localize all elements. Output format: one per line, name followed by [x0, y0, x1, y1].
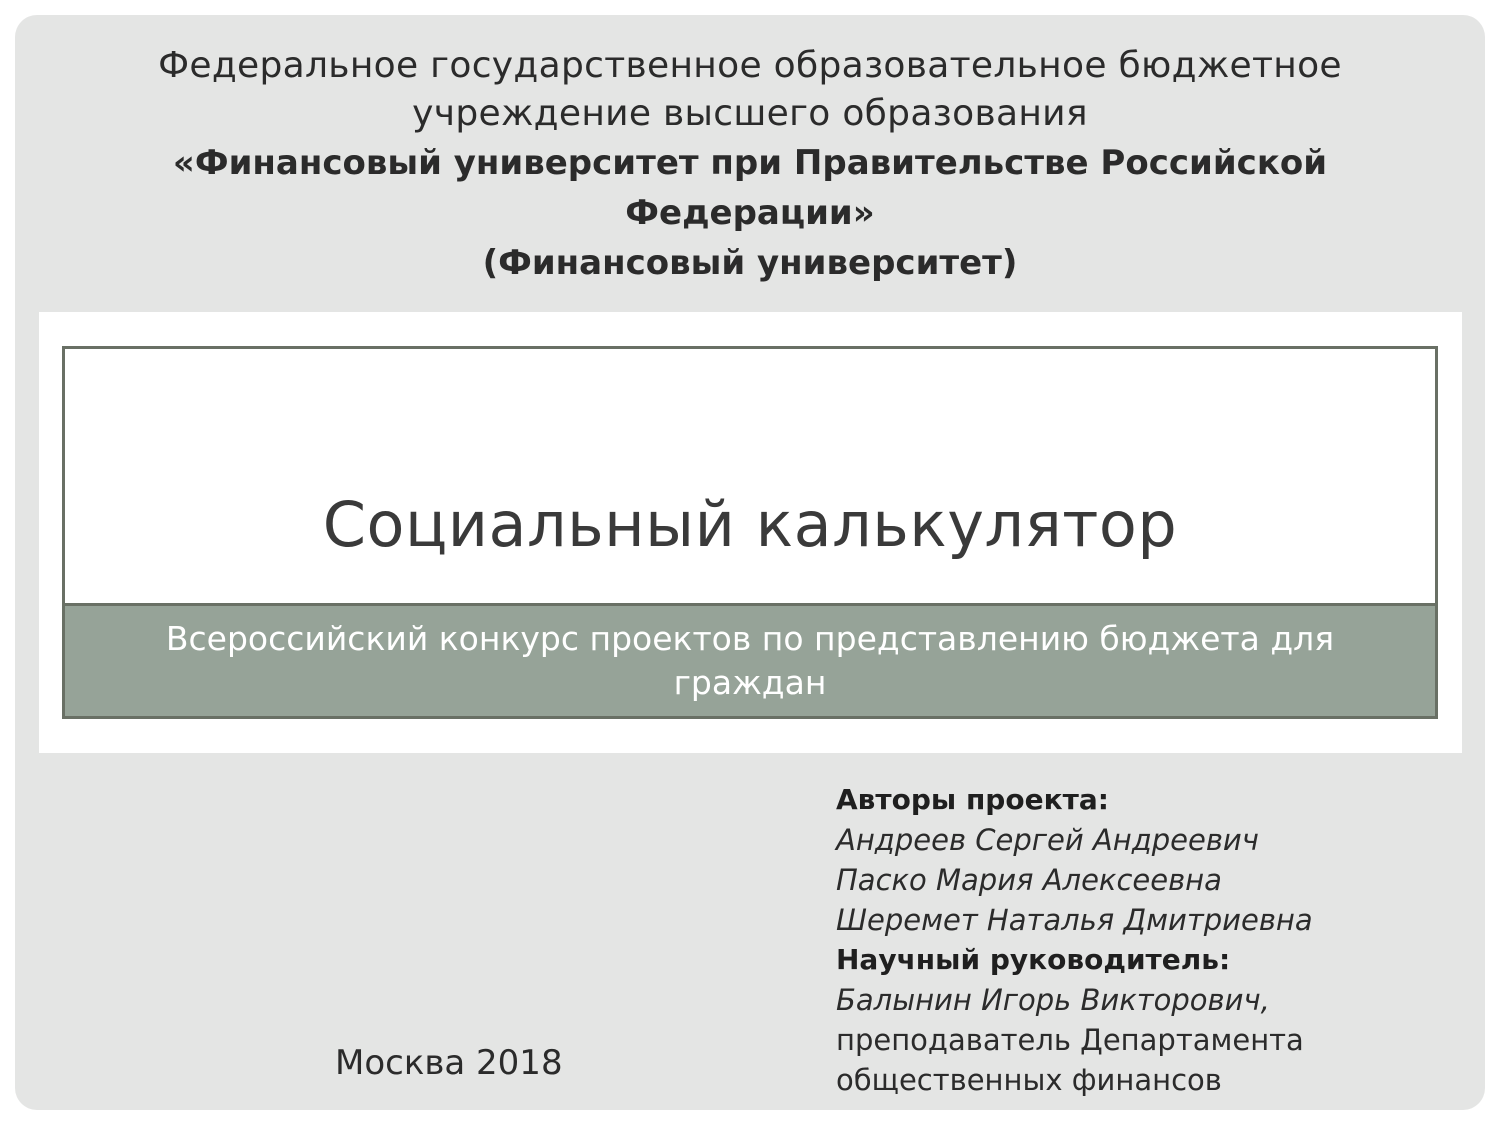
slide [15, 15, 1485, 1110]
title-band [39, 312, 1462, 753]
authors-heading: Авторы проекта: [836, 783, 1109, 816]
subtitle-box [62, 603, 1438, 719]
title-box [62, 346, 1438, 603]
university-short-name: (Финансовый университет) [482, 243, 1018, 283]
author-name: Шеремет Наталья Дмитриевна [836, 903, 1313, 937]
city-year: Москва 2018 [335, 1043, 563, 1083]
slide-title: Социальный калькулятор [322, 488, 1178, 561]
author-name: Андреев Сергей Андреевич [836, 823, 1259, 857]
institution-line-1: Федеральное государственное образовательное бюджетное [158, 45, 1342, 86]
university-name-line-1: «Финансовый университет при Правительстве Российской [172, 143, 1328, 183]
supervisor-heading: Научный руководитель: [836, 943, 1231, 976]
institution-line-2: учреждение высшего образования [412, 93, 1088, 134]
supervisor-role-line-1: преподаватель Департамента [836, 1023, 1304, 1057]
supervisor-name: Балынин Игорь Викторович, [836, 983, 1270, 1017]
supervisor-role-line-2: общественных финансов [836, 1063, 1222, 1097]
institution-header [15, 42, 1485, 288]
author-name: Паско Мария Алексеевна [836, 863, 1222, 897]
university-name-line-2: Федерации» [625, 193, 875, 233]
slide-subtitle: Всероссийский конкурс проектов по представлению бюджета для граждан [165, 619, 1335, 702]
authors-block [836, 780, 1456, 1100]
